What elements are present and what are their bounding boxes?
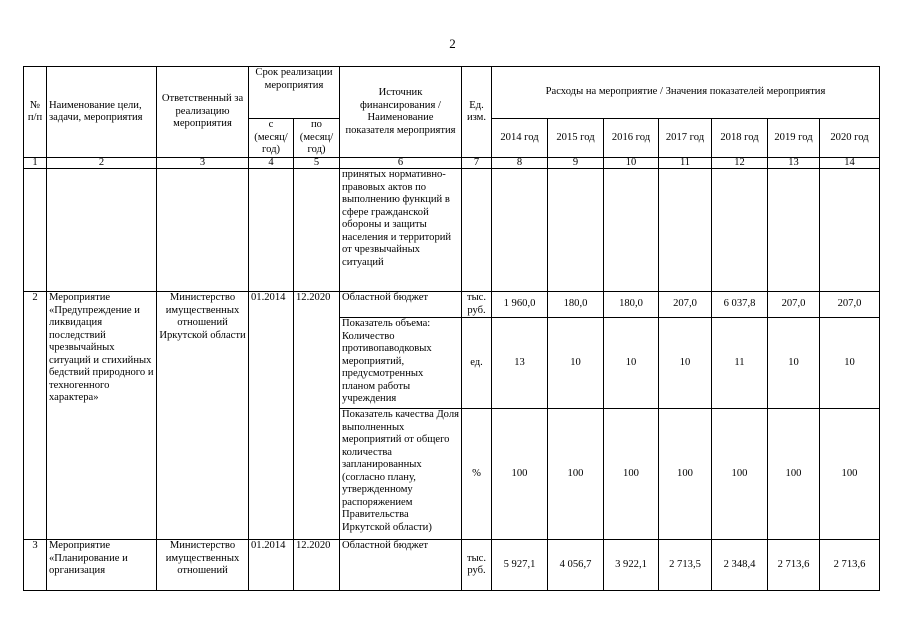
column-number: 5 [294, 158, 340, 169]
column-number-row [24, 158, 880, 169]
value-cell: 6 037,8 [712, 292, 768, 318]
period-to: 12.2020 [294, 292, 340, 540]
value-cell: 180,0 [548, 292, 604, 318]
source-cell: Областной бюджет [340, 540, 462, 591]
value-cell: 2 348,4 [712, 540, 768, 591]
value-cell: 11 [712, 318, 768, 409]
value-cell: 1 960,0 [492, 292, 548, 318]
header-year: 2016 год [604, 119, 659, 158]
table-row [24, 292, 880, 318]
column-number: 9 [548, 158, 604, 169]
header-row [24, 67, 880, 119]
source-cell: Областной бюджет [340, 292, 462, 318]
value-cell: 10 [659, 318, 712, 409]
header-year: 2015 год [548, 119, 604, 158]
table-row [24, 169, 880, 292]
header-year: 2018 год [712, 119, 768, 158]
activity-name: Мероприятие «Планирование и организация [47, 540, 157, 591]
value-cell: 207,0 [820, 292, 880, 318]
value-cell: 100 [820, 409, 880, 540]
column-number: 14 [820, 158, 880, 169]
value-cell: 10 [768, 318, 820, 409]
header-source: Источник финансирования / Наименование показателя мероприятия [340, 67, 462, 158]
column-number: 8 [492, 158, 548, 169]
header-year: 2019 год [768, 119, 820, 158]
value-cell: 4 056,7 [548, 540, 604, 591]
source-cell: Показатель объема: Количество противопаводковых мероприятий, предусмотренных планом работы учреждения [340, 318, 462, 409]
value-cell: 2 713,6 [820, 540, 880, 591]
value-cell: 2 713,5 [659, 540, 712, 591]
column-number: 7 [462, 158, 492, 169]
header-to: по (месяц/ год) [294, 119, 340, 158]
value-cell: 100 [492, 409, 548, 540]
program-table [23, 66, 880, 591]
header-no: № п/п [24, 67, 47, 158]
value-cell: 180,0 [604, 292, 659, 318]
column-number: 4 [249, 158, 294, 169]
responsible: Министерство имущественных отношений Иркутской области [157, 292, 249, 540]
column-number: 13 [768, 158, 820, 169]
period-to: 12.2020 [294, 540, 340, 591]
period-from: 01.2014 [249, 292, 294, 540]
header-year: 2014 год [492, 119, 548, 158]
header-responsible: Ответственный за реализацию мероприятия [157, 67, 249, 158]
header-unit: Ед. изм. [462, 67, 492, 158]
unit-cell: ед. [462, 318, 492, 409]
row-number: 2 [24, 292, 47, 540]
header-expenses: Расходы на мероприятие / Значения показателей мероприятия [492, 67, 880, 119]
column-number: 11 [659, 158, 712, 169]
value-cell: 2 713,6 [768, 540, 820, 591]
value-cell: 10 [548, 318, 604, 409]
value-cell: 100 [712, 409, 768, 540]
responsible: Министерство имущественных отношений [157, 540, 249, 591]
value-cell: 3 922,1 [604, 540, 659, 591]
column-number: 10 [604, 158, 659, 169]
unit-cell: тыс. руб. [462, 540, 492, 591]
source-cell: Показатель качества Доля выполненных мероприятий от общего количества запланированных (согласно плану, утвержденному распоряжением Правительства Иркутской области) [340, 409, 462, 540]
value-cell: 207,0 [659, 292, 712, 318]
activity-name: Мероприятие «Предупреждение и ликвидация последствий чрезвычайных ситуаций и стихийных бедствий природного и техногенного характера» [47, 292, 157, 540]
value-cell: 5 927,1 [492, 540, 548, 591]
value-cell: 13 [492, 318, 548, 409]
value-cell: 100 [604, 409, 659, 540]
value-cell: 10 [820, 318, 880, 409]
value-cell: 100 [659, 409, 712, 540]
column-number: 1 [24, 158, 47, 169]
value-cell: 207,0 [768, 292, 820, 318]
header-from: с (месяц/ год) [249, 119, 294, 158]
unit-cell: тыс. руб. [462, 292, 492, 318]
header-name: Наименование цели, задачи, мероприятия [47, 67, 157, 158]
unit-cell: % [462, 409, 492, 540]
value-cell: 10 [604, 318, 659, 409]
row-number: 3 [24, 540, 47, 591]
table-row [24, 540, 880, 591]
header-year: 2017 год [659, 119, 712, 158]
column-number: 12 [712, 158, 768, 169]
header-period: Срок реализации мероприятия [249, 67, 340, 119]
header-year: 2020 год [820, 119, 880, 158]
value-cell: 100 [768, 409, 820, 540]
value-cell: 100 [548, 409, 604, 540]
continuation-text: принятых нормативно-правовых актов по выполнению функций в сфере гражданской обороны и защиты населения и территорий от чрезвычайных ситуаций [340, 169, 462, 292]
column-number: 3 [157, 158, 249, 169]
column-number: 6 [340, 158, 462, 169]
period-from: 01.2014 [249, 540, 294, 591]
page-number: 2 [449, 36, 456, 51]
column-number: 2 [47, 158, 157, 169]
